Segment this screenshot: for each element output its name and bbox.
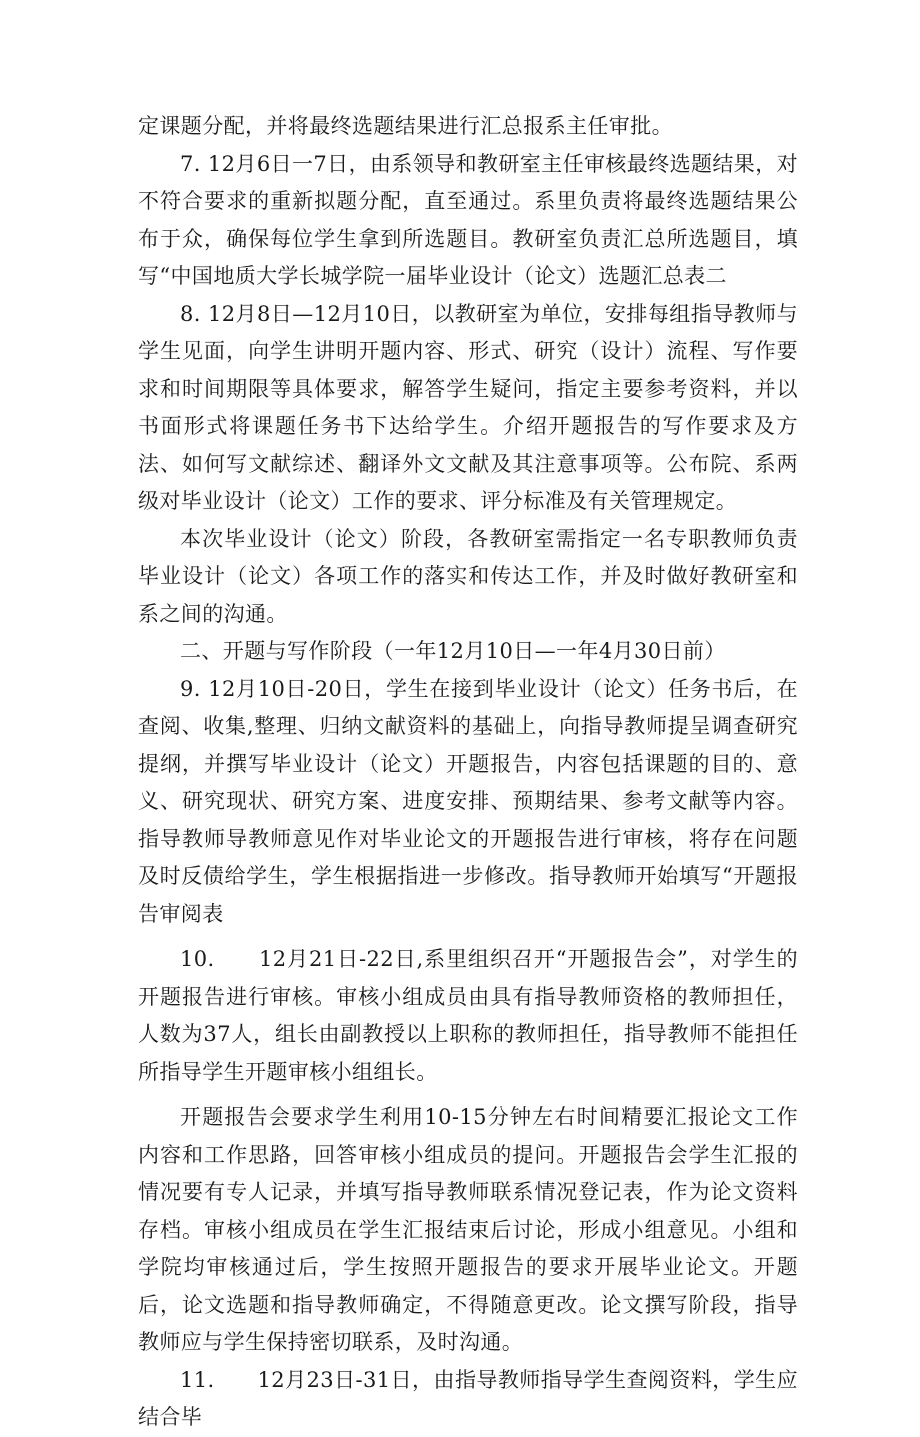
paragraph-continuation: 定课题分配，并将最终选题结果进行汇总报系主任审批。 [138,114,673,138]
paragraph-item-9: 9. 12月10日-20日，学生在接到毕业设计（论文）任务书后，在查阅、收集,整理、归纳文献资料的基础上，向指导教师提呈调查研究提纲，并撰写毕业设计（论文）开题报告，内容包括课题的目的、意义、研究现状、研究方案、进度安排、预期结果、参考文献等内容。指导教师导教师意见作对毕业论文的开题报告进行审核，将存在问题及时反债给学生，学生根据指进一步修改。指导教师开始填写“开题报告审阅表 [138,676,798,926]
paragraph-item-8: 8. 12月8日—12月10日，以教研室为单位，安排每组指导教师与学生见面，向学生讲明开题内容、形式、研究（设计）流程、写作要求和时间期限等具体要求，解答学生疑问，指定主要参考资料，并以书面形式将课题任务书下达给学生。介绍开题报告的写作要求及方法、如何写文献综述、翻译外文文献及其注意事项等。公布院、系两级对毕业设计（论文）工作的要求、评分标准及有关管理规定。 [138,301,798,513]
paragraph-report-meeting: 开题报告会要求学生利用10-15分钟左右时间精要汇报论文工作内容和工作思路，回答审核小组成员的提问。开题报告会学生汇报的情况要有专人记录，并填写指导教师联系情况登记表，作为论文资料存档。审核小组成员在学生汇报结束后讨论，形成小组意见。小组和学院均审核通过后，学生按照开题报告的要求开展毕业论文。开题后，论文选题和指导教师确定，不得随意更改。论文撰写阶段，指导教师应与学生保持密切联系，及时沟通。 [138,1105,798,1354]
section-heading-2: 二、开题与写作阶段（一年12月10日—一年4月30日前） [180,639,726,663]
paragraph-item-11: 11. 12月23日-31日，由指导教师指导学生查阅资料，学生应结合毕 [138,1367,798,1429]
document-body [138,108,798,1437]
paragraph-item-10: 10. 12月21日-22日,系里组织召开“开题报告会”，对学生的开题报告进行审核。审核小组成员由具有指导教师资格的教师担任，人数为37人，组长由副教授以上职称的教师担任，指导教师不能担任所指导学生开题审核小组组长。 [138,947,798,1084]
paragraph-item-7: 7. 12月6日一7日，由系领导和教研室主任审核最终选题结果，对不符合要求的重新拟题分配，直至通过。系里负责将最终选题结果公布于众，确保每位学生拿到所选题目。教研室负责汇总所选题目，填写“中国地质大学长城学院一届毕业设计（论文）选题汇总表二 [138,151,798,288]
paragraph-note: 本次毕业设计（论文）阶段，各教研室需指定一名专职教师负责毕业设计（论文）各项工作的落实和传达工作，并及时做好教研室和系之间的沟通。 [138,526,798,626]
